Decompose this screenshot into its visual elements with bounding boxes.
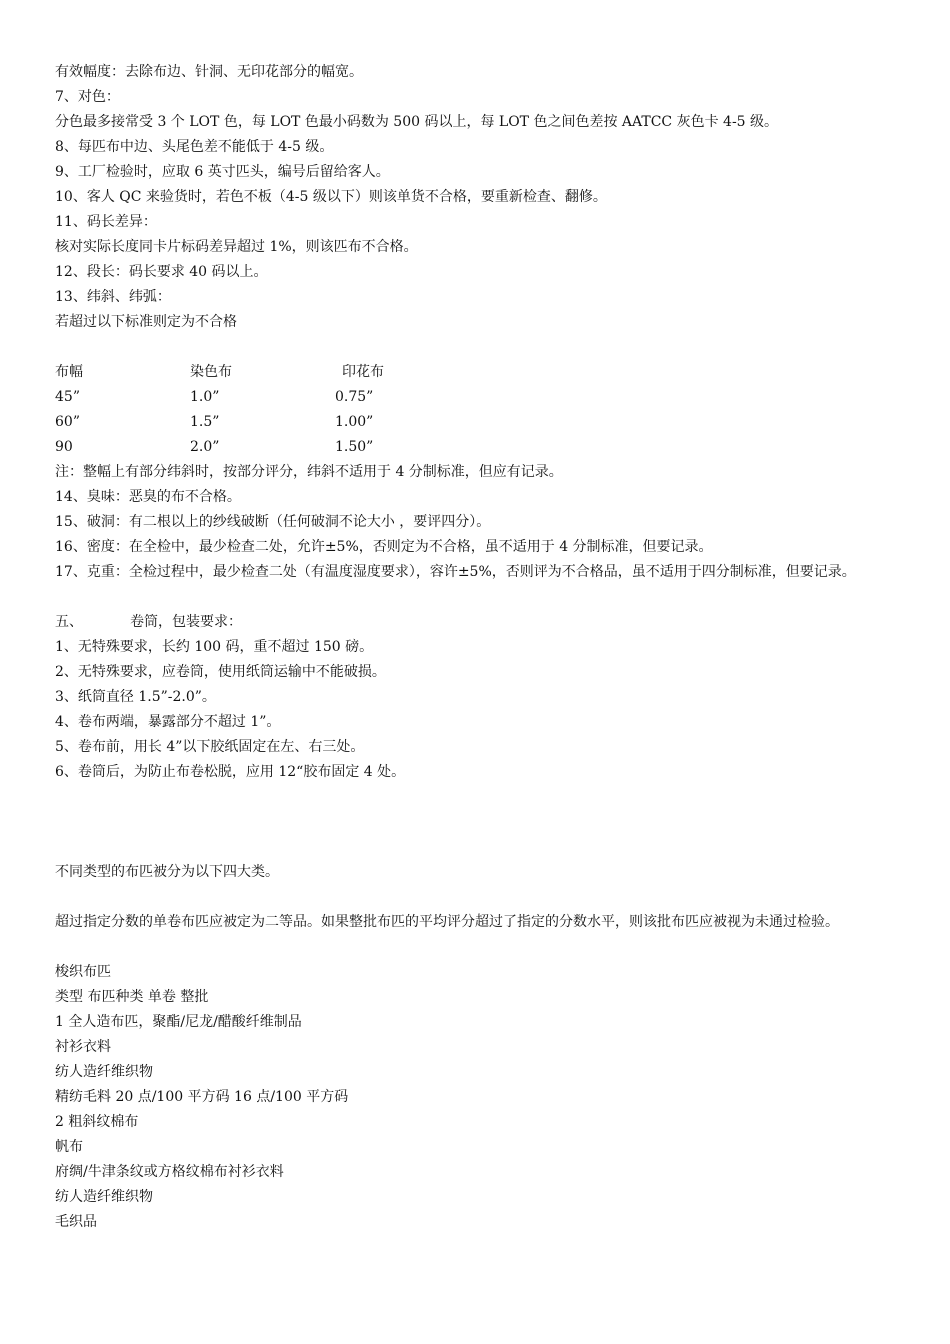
table-row: [55, 410, 900, 435]
text-line: 13、纬斜、纬弧：: [55, 289, 171, 305]
list-item: 2、无特殊要求，应卷筒，使用纸筒运输中不能破损。: [55, 664, 386, 680]
text-line: 2 粗斜纹棉布: [55, 1114, 139, 1130]
text-line: 10、客人 QC 来验货时，若色不板（4-5 级以下）则该单货不合格，要重新检查、翻修。: [55, 189, 607, 205]
text-line: 府绸/牛津条纹或方格纹棉布衬衫衣料: [55, 1164, 284, 1180]
list-item: 3、纸筒直径 1.5”-2.0”。: [55, 689, 216, 705]
spacer: [55, 585, 900, 610]
text-paragraph: 17、克重：全检过程中，最少检查二处（有温度湿度要求），容许±5%，否则评为不合格品，虽不适用于四分制标准，但要记录。: [55, 564, 856, 580]
section-heading: [55, 610, 900, 635]
text-line: 类型 布匹种类 单卷 整批: [55, 989, 209, 1005]
table-cell: 1.50”: [335, 439, 374, 455]
text-line: 核对实际长度同卡片标码差异超过 1%，则该匹布不合格。: [55, 239, 418, 255]
table-cell: 45”: [55, 389, 80, 405]
text-line: 14、臭味：恶臭的布不合格。: [55, 489, 241, 505]
text-line: 分色最多接常受 3 个 LOT 色，每 LOT 色最小码数为 500 码以上，每 LOT 色之间色差按 AATCC 灰色卡 4-5 级。: [55, 114, 779, 130]
text-line: 有效幅度：去除布边、针洞、无印花部分的幅宽。: [55, 64, 363, 80]
text-line: 8、每匹布中边、头尾色差不能低于 4-5 级。: [55, 139, 334, 155]
list-item: 5、卷布前，用长 4”以下胶纸固定在左、右三处。: [55, 739, 365, 755]
spacer: [55, 935, 900, 960]
text-paragraph: 超过指定分数的单卷布匹应被定为二等品。如果整批布匹的平均评分超过了指定的分数水平，则该批布匹应被视为未通过检验。: [55, 914, 839, 930]
spacer: [55, 885, 900, 910]
section-five: [55, 610, 900, 785]
table-cell: 90: [55, 439, 73, 455]
table-cell: 1.00”: [335, 414, 374, 430]
table-header-cell: 布幅: [55, 364, 83, 380]
list-item: 4、卷布两端，暴露部分不超过 1”。: [55, 714, 281, 730]
table-cell: 60”: [55, 414, 80, 430]
text-line: 9、工厂检验时，应取 6 英寸匹头，编号后留给客人。: [55, 164, 390, 180]
text-line: 毛织品: [55, 1214, 97, 1230]
text-line: 帆布: [55, 1139, 83, 1155]
table-cell: 1.5”: [190, 414, 220, 430]
list-item: 1、无特殊要求，长约 100 码，重不超过 150 磅。: [55, 639, 374, 655]
section-title: 卷筒，包装要求：: [130, 614, 242, 630]
inspection-rules-block: [55, 60, 900, 335]
table-cell: 2.0”: [190, 439, 220, 455]
table-row: [55, 385, 900, 410]
text-line: 15、破洞：有二根以上的纱线破断（任何破洞不论大小 ，要评四分）。: [55, 514, 491, 530]
fabric-category-block: [55, 860, 900, 1235]
skew-standard-table: [55, 360, 900, 460]
text-line: 衬衫衣料: [55, 1039, 111, 1055]
text-line: 精纺毛料 20 点/100 平方码 16 点/100 平方码: [55, 1089, 349, 1105]
spacer: [55, 785, 900, 860]
table-header-cell: 染色布: [190, 364, 232, 380]
text-line: 11、码长差异：: [55, 214, 157, 230]
text-line: 7、对色：: [55, 89, 120, 105]
text-line: 纺人造纤维织物: [55, 1189, 153, 1205]
text-line: 不同类型的布匹被分为以下四大类。: [55, 864, 279, 880]
text-line: 12、段长：码长要求 40 码以上。: [55, 264, 268, 280]
section-number: 五、: [55, 614, 83, 630]
text-line: 纺人造纤维织物: [55, 1064, 153, 1080]
spacer: [55, 335, 900, 360]
text-line: 1 全人造布匹，聚酯/尼龙/醋酸纤维制品: [55, 1014, 302, 1030]
table-header-row: [55, 360, 900, 385]
table-cell: 0.75”: [335, 389, 374, 405]
document-page: [55, 60, 900, 1235]
list-item: 6、卷筒后，为防止布卷松脱，应用 12“胶布固定 4 处。: [55, 764, 406, 780]
table-row: [55, 435, 900, 460]
table-header-cell: 印花布: [342, 364, 384, 380]
text-line: 16、密度：在全检中，最少检查二处，允许±5%，否则定为不合格，虽不适用于 4 分制标准，但要记录。: [55, 539, 713, 555]
text-line: 梭织布匹: [55, 964, 111, 980]
text-line: 若超过以下标准则定为不合格: [55, 314, 237, 330]
text-line: 注：整幅上有部分纬斜时，按部分评分，纬斜不适用于 4 分制标准，但应有记录。: [55, 464, 563, 480]
table-cell: 1.0”: [190, 389, 220, 405]
inspection-rules-block-2: [55, 460, 900, 585]
